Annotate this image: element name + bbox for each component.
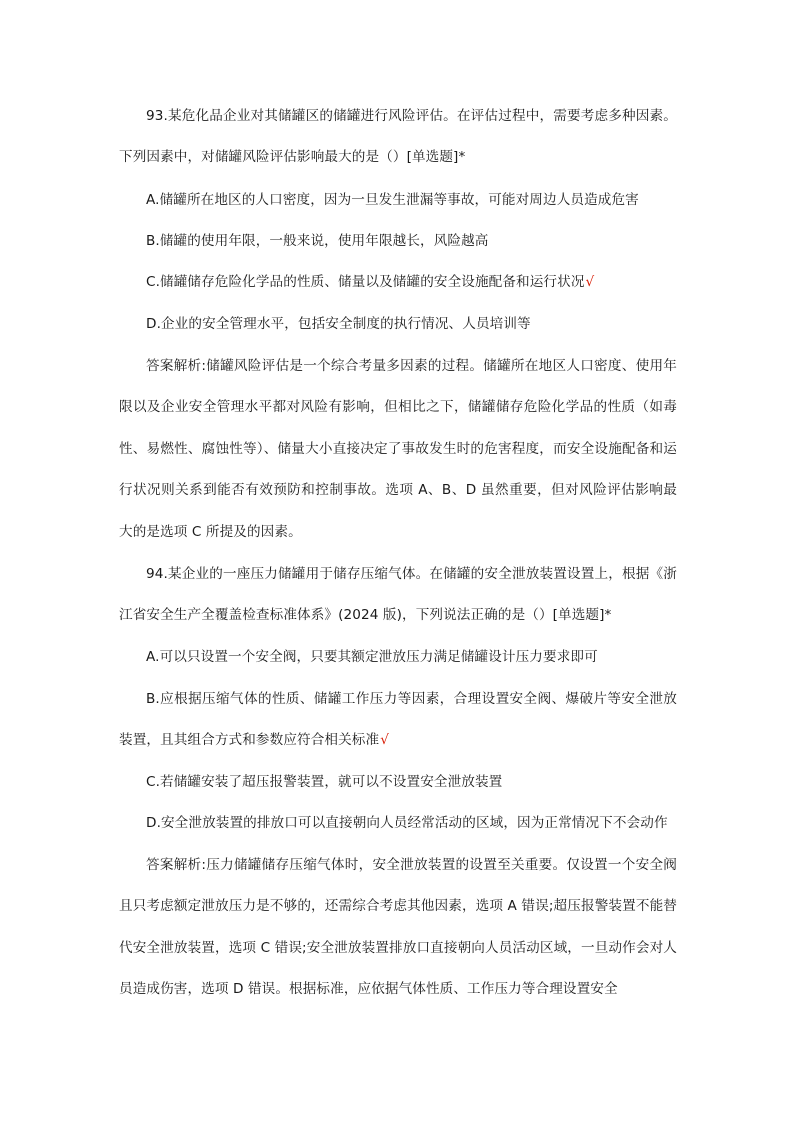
- option-text: B.储罐的使用年限，一般来说，使用年限越长，风险越高: [146, 233, 489, 249]
- option-text: A.可以只设置一个安全阀，只要其额定泄放压力满足储罐设计压力要求即可: [146, 649, 598, 665]
- option-text: D.企业的安全管理水平，包括安全制度的执行情况、人员培训等: [146, 316, 531, 332]
- question-94-option-c: [119, 762, 677, 803]
- option-text: B.应根据压缩气体的性质、储罐工作压力等因素，合理设置安全阀、爆破片等安全泄放装置，且其组合方式和参数应符合相关标准: [119, 691, 677, 749]
- question-94-analysis: 答案解析:压力储罐储存压缩气体时，安全泄放装置的设置至关重要。仅设置一个安全阀且只考虑额定泄放压力是不够的，还需综合考虑其他因素，选项 A 错误;超压报警装置不能替代安全泄放装置，选项 C 错误;安全泄放装置排放口直接朝向人员活动区域，一旦动作会对人员造成伤害，选项 D 错误。根据标准，应依据气体性质、工作压力等合理设置安全: [119, 857, 677, 998]
- option-text: C.储罐储存危险化学品的性质、储量以及储罐的安全设施配备和运行状况: [146, 274, 585, 290]
- question-93-option-b: [119, 221, 677, 262]
- option-text: C.若储罐安装了超压报警装置，就可以不设置安全泄放装置: [146, 774, 503, 790]
- question-93-option-a: [119, 180, 677, 221]
- question-94-option-b: [119, 679, 677, 762]
- question-94-option-a: [119, 637, 677, 678]
- option-text: A.储罐所在地区的人口密度，因为一旦发生泄漏等事故，可能对周边人员造成危害: [146, 192, 639, 208]
- question-93-option-c: [119, 262, 677, 303]
- question-93-option-d: [119, 304, 677, 345]
- question-94-stem: 94.某企业的一座压力储罐用于储存压缩气体。在储罐的安全泄放装置设置上，根据《浙江省安全生产全覆盖检查标准体系》(2024 版)，下列说法正确的是（）[单选题]*: [119, 566, 677, 624]
- question-94-option-d: [119, 803, 677, 844]
- correct-checkmark-icon: √: [585, 274, 595, 290]
- option-text: D.安全泄放装置的排放口可以直接朝向人员经常活动的区域，因为正常情况下不会动作: [146, 815, 668, 831]
- question-93-stem: 93.某危化品企业对其储罐区的储罐进行风险评估。在评估过程中，需要考虑多种因素。下列因素中，对储罐风险评估影响最大的是（）[单选题]*: [119, 108, 677, 166]
- question-93-analysis: 答案解析:储罐风险评估是一个综合考量多因素的过程。储罐所在地区人口密度、使用年限以及企业安全管理水平都对风险有影响，但相比之下，储罐储存危险化学品的性质（如毒性、易燃性、腐蚀性等）、储量大小直接决定了事故发生时的危害程度，而安全设施配备和运行状况则关系到能否有效预防和控制事故。选项 A、B、D 虽然重要，但对风险评估影响最大的是选项 C 所提及的因素。: [119, 358, 677, 540]
- correct-checkmark-icon: √: [380, 732, 389, 749]
